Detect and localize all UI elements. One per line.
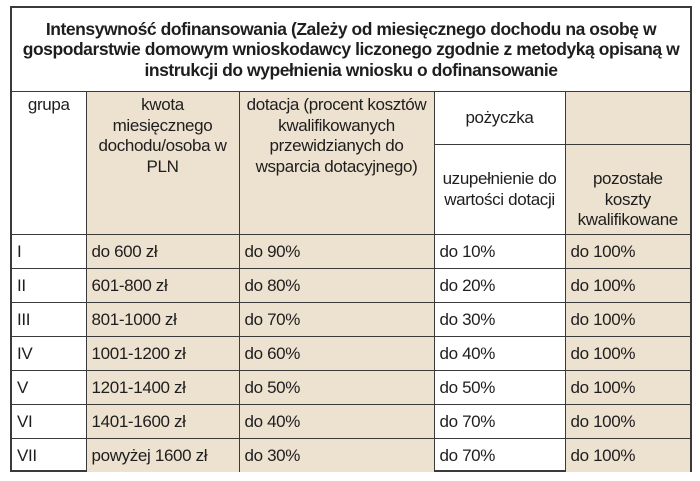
cell-uzupelnienie: do 70% xyxy=(434,439,565,473)
table-title: Intensywność dofinansowania (Zależy od miesięcznego dochodu na osobę w gospodarstwie domowym wnioskodawcy liczonego zgodnie z metodyką opisaną w instrukcji do wypełnienia wniosku o dofinansowanie xyxy=(12,8,690,92)
cell-pozostale: do 100% xyxy=(565,405,690,439)
funding-table-frame xyxy=(10,6,692,472)
table-row xyxy=(12,303,690,337)
header-uzupelnienie: uzupełnienie do wartości dotacji xyxy=(434,145,565,235)
cell-dotacja: do 30% xyxy=(239,439,434,473)
cell-pozostale: do 100% xyxy=(565,303,690,337)
cell-dotacja: do 70% xyxy=(239,303,434,337)
cell-uzupelnienie: do 10% xyxy=(434,235,565,269)
cell-dotacja: do 60% xyxy=(239,337,434,371)
cell-dotacja: do 40% xyxy=(239,405,434,439)
cell-grupa: III xyxy=(12,303,86,337)
table-row xyxy=(12,337,690,371)
table-row xyxy=(12,439,690,473)
cell-grupa: II xyxy=(12,269,86,303)
cell-kwota: 1401-1600 zł xyxy=(86,405,239,439)
cell-kwota: 1201-1400 zł xyxy=(86,371,239,405)
cell-pozostale: do 100% xyxy=(565,371,690,405)
cell-pozostale: do 100% xyxy=(565,235,690,269)
cell-pozostale: do 100% xyxy=(565,439,690,473)
cell-dotacja: do 50% xyxy=(239,371,434,405)
cell-grupa: VII xyxy=(12,439,86,473)
table-row xyxy=(12,235,690,269)
table-row xyxy=(12,269,690,303)
cell-uzupelnienie: do 40% xyxy=(434,337,565,371)
cell-kwota: 801-1000 zł xyxy=(86,303,239,337)
cell-dotacja: do 90% xyxy=(239,235,434,269)
cell-kwota: 601-800 zł xyxy=(86,269,239,303)
header-kwota: kwota miesięcznego dochodu/osoba w PLN xyxy=(86,92,239,235)
header-dotacja: dotacja (procent kosztów kwalifikowanych przewidzianych do wsparcia dotacyjnego) xyxy=(239,92,434,235)
cell-uzupelnienie: do 70% xyxy=(434,405,565,439)
funding-intensity-table xyxy=(12,92,690,472)
header-pozyczka: pożyczka xyxy=(434,92,565,145)
header-pozostale: pozostałe koszty kwalifikowane xyxy=(565,145,690,235)
cell-uzupelnienie: do 20% xyxy=(434,269,565,303)
header-blank xyxy=(565,92,690,145)
cell-kwota: do 600 zł xyxy=(86,235,239,269)
cell-uzupelnienie: do 30% xyxy=(434,303,565,337)
cell-kwota: powyżej 1600 zł xyxy=(86,439,239,473)
header-grupa: grupa xyxy=(12,92,86,235)
cell-pozostale: do 100% xyxy=(565,337,690,371)
table-row xyxy=(12,371,690,405)
cell-dotacja: do 80% xyxy=(239,269,434,303)
cell-grupa: IV xyxy=(12,337,86,371)
cell-kwota: 1001-1200 zł xyxy=(86,337,239,371)
cell-grupa: VI xyxy=(12,405,86,439)
cell-pozostale: do 100% xyxy=(565,269,690,303)
cell-grupa: I xyxy=(12,235,86,269)
cell-uzupelnienie: do 50% xyxy=(434,371,565,405)
cell-grupa: V xyxy=(12,371,86,405)
table-row xyxy=(12,405,690,439)
